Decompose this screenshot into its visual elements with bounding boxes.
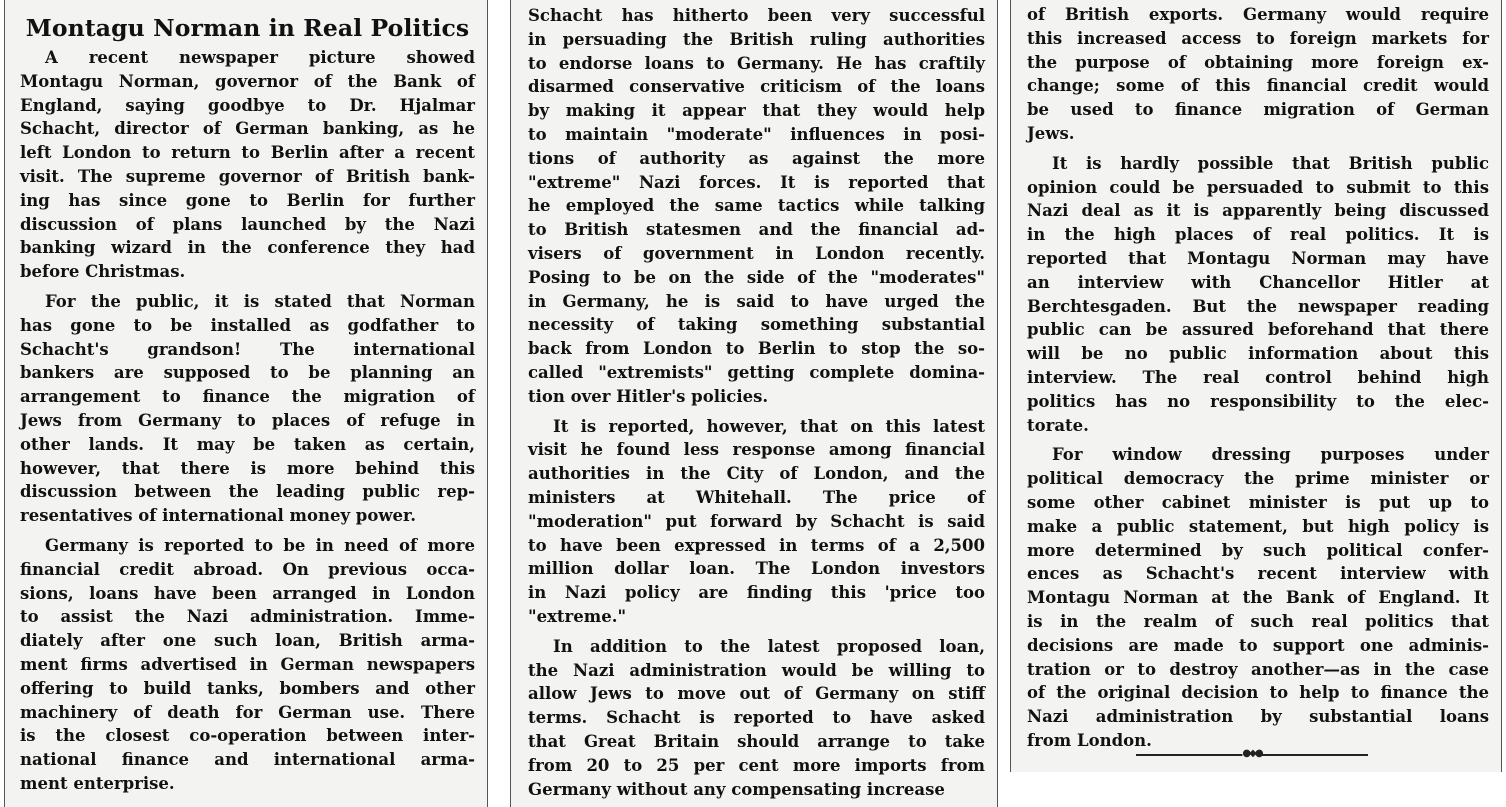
text-line: discussion between the leading public rep- xyxy=(20,482,475,502)
text-line: that Great Britain should arrange to take xyxy=(528,731,985,751)
text-line: national finance and international arma- xyxy=(20,750,475,770)
text-line: terms. Schacht is reported to have asked xyxy=(528,708,985,728)
text-line: this increased access to foreign markets for xyxy=(1027,28,1489,48)
text-line: the purpose of obtaining more foreign ex- xyxy=(1027,52,1489,72)
text-line: of British exports. Germany would require xyxy=(1027,5,1489,24)
text-line: million dollar loan. The London investors xyxy=(528,559,985,579)
text-line: other lands. It may be taken as certain, xyxy=(20,434,475,454)
text-line: some other cabinet minister is put up to xyxy=(1027,492,1489,512)
column-2-text xyxy=(528,4,985,801)
text-line: arrangement to finance the migration of xyxy=(20,387,475,407)
text-line: sions, loans have been arranged in London xyxy=(20,583,475,603)
text-line: disarmed conservative criticism of the loans xyxy=(528,77,985,97)
text-line: Germany is reported to be in need of more xyxy=(45,535,475,555)
paragraph xyxy=(1027,3,1489,146)
text-line: ment enterprise. xyxy=(20,773,175,793)
text-line: visit he found less response among financial xyxy=(528,440,985,460)
text-line: diately after one such loan, British arma- xyxy=(20,631,475,651)
text-line: is in the realm of such real politics that xyxy=(1027,611,1489,631)
paragraph xyxy=(528,635,985,802)
paragraph xyxy=(20,46,475,284)
text-line: offering to build tanks, bombers and other xyxy=(20,678,475,698)
text-line: from London. xyxy=(1027,730,1152,750)
text-line: left London to return to Berlin after a recent xyxy=(20,143,475,163)
text-line: be used to finance migration of German xyxy=(1027,100,1489,120)
text-line: by making it appear that they would help xyxy=(528,101,985,121)
text-line: in the high places of real politics. It is xyxy=(1027,225,1489,245)
text-line: tion over Hitler's policies. xyxy=(528,386,769,406)
column-1-text xyxy=(20,46,475,796)
text-line: public can be assured beforehand that there xyxy=(1027,320,1489,340)
text-line: to British statesmen and the financial ad- xyxy=(528,220,985,240)
text-line: Schacht has hitherto been very successful xyxy=(528,6,985,25)
text-line: in Nazi policy are finding this 'price too xyxy=(528,583,985,603)
text-line: ministers at Whitehall. The price of xyxy=(528,487,985,507)
text-line: A recent newspaper picture showed xyxy=(45,48,475,67)
text-line: political democracy the prime minister or xyxy=(1027,469,1489,489)
text-line: For window dressing purposes under xyxy=(1052,445,1489,465)
column-3-text xyxy=(1027,3,1489,753)
paragraph xyxy=(20,290,475,528)
text-line: to endorse loans to Germany. He has craftily xyxy=(528,53,985,73)
text-line: politics has no responsibility to the elec- xyxy=(1027,391,1489,411)
text-line: Nazi deal as it is apparently being discussed xyxy=(1027,201,1489,221)
text-line: tions of authority as against the more xyxy=(528,148,985,168)
paragraph xyxy=(1027,443,1489,752)
text-line: in Germany, he is said to have urged the xyxy=(528,291,985,311)
text-line: more determined by such political confer- xyxy=(1027,540,1489,560)
text-line: visit. The supreme governor of British bank- xyxy=(20,166,475,186)
text-line: torate. xyxy=(1027,415,1089,435)
paragraph xyxy=(528,4,985,409)
text-line: called "extremists" getting complete domina- xyxy=(528,362,985,382)
text-line: Nazi administration by substantial loans xyxy=(1027,707,1489,727)
text-line: from 20 to 25 per cent more imports from xyxy=(528,755,985,775)
text-line: the Nazi administration would be willing to xyxy=(528,660,985,680)
text-line: financial credit abroad. On previous occa- xyxy=(20,559,475,579)
text-line: "moderation" put forward by Schacht is said xyxy=(528,511,985,531)
text-line: banking wizard in the conference they had xyxy=(20,238,475,258)
text-line: It is hardly possible that British public xyxy=(1052,153,1489,173)
text-line: authorities in the City of London, and the xyxy=(528,464,985,484)
text-line: to assist the Nazi administration. Imme- xyxy=(20,607,475,627)
text-line: before Christmas. xyxy=(20,262,186,282)
text-line: he employed the same tactics while talking xyxy=(528,196,985,216)
text-line: Montagu Norman at the Bank of England. It xyxy=(1027,588,1489,608)
text-line: Germany without any compensating increase xyxy=(528,779,945,799)
text-line: back from London to Berlin to stop the so- xyxy=(528,339,985,359)
text-line: in persuading the British ruling authorities xyxy=(528,29,985,49)
article-column-2 xyxy=(510,0,998,807)
end-of-article-rule xyxy=(1136,748,1368,759)
text-line: opinion could be persuaded to submit to this xyxy=(1027,177,1489,197)
text-line: "extreme" Nazi forces. It is reported that xyxy=(528,172,985,192)
text-line: resentatives of international money power. xyxy=(20,506,416,526)
text-line: England, saying goodbye to Dr. Hjalmar xyxy=(20,95,475,115)
text-line: In addition to the latest proposed loan, xyxy=(553,636,985,656)
text-line: Schacht, director of German banking, as he xyxy=(20,119,475,139)
text-line: Jews from Germany to places of refuge in xyxy=(20,410,475,430)
text-line: tration or to destroy another—as in the case xyxy=(1027,659,1489,679)
text-line: machinery of death for German use. There xyxy=(20,702,475,722)
text-line: Posing to be on the side of the "moderates" xyxy=(528,267,985,287)
text-line: to have been expressed in terms of a 2,500 xyxy=(528,535,985,555)
text-line: to maintain "moderate" influences in posi- xyxy=(528,124,985,144)
article-column-1 xyxy=(4,0,488,807)
text-line: reported that Montagu Norman may have xyxy=(1027,248,1489,268)
text-line: make a public statement, but high policy is xyxy=(1027,516,1489,536)
text-line: Montagu Norman, governor of the Bank of xyxy=(20,71,475,91)
paragraph xyxy=(528,415,985,629)
text-line: of the original decision to help to finance the xyxy=(1027,683,1489,703)
ornament-icon: ●◆● xyxy=(1242,748,1262,759)
text-line: Schacht's grandson! The international xyxy=(20,339,475,359)
text-line: bankers are supposed to be planning an xyxy=(20,363,475,383)
text-line: ing has since gone to Berlin for further xyxy=(20,190,475,210)
text-line: ences as Schacht's recent interview with xyxy=(1027,564,1489,584)
text-line: discussion of plans launched by the Nazi xyxy=(20,214,475,234)
paragraph xyxy=(20,534,475,796)
text-line: an interview with Chancellor Hitler at xyxy=(1027,272,1489,292)
text-line: decisions are made to support one adminis- xyxy=(1027,635,1489,655)
text-line: ment firms advertised in German newspapers xyxy=(20,654,475,674)
text-line: has gone to be installed as godfather to xyxy=(20,315,475,335)
text-line: allow Jews to move out of Germany on stiff xyxy=(528,684,985,704)
text-line: Berchtesgaden. But the newspaper reading xyxy=(1027,296,1489,316)
text-line: is the closest co-operation between inter- xyxy=(20,726,475,746)
text-line: however, that there is more behind this xyxy=(20,458,475,478)
article-column-3 xyxy=(1010,0,1502,772)
text-line: will be no public information about this xyxy=(1027,344,1489,364)
text-line: necessity of taking something substantial xyxy=(528,315,985,335)
article-title: Montagu Norman in Real Politics xyxy=(25,14,470,42)
text-line: It is reported, however, that on this latest xyxy=(553,416,985,436)
text-line: visers of government in London recently. xyxy=(528,243,985,263)
text-line: "extreme." xyxy=(528,606,627,626)
text-line: change; some of this financial credit would xyxy=(1027,76,1489,96)
paragraph xyxy=(1027,152,1489,438)
text-line: interview. The real control behind high xyxy=(1027,367,1489,387)
text-line: Jews. xyxy=(1027,123,1075,143)
text-line: For the public, it is stated that Norman xyxy=(45,291,475,311)
